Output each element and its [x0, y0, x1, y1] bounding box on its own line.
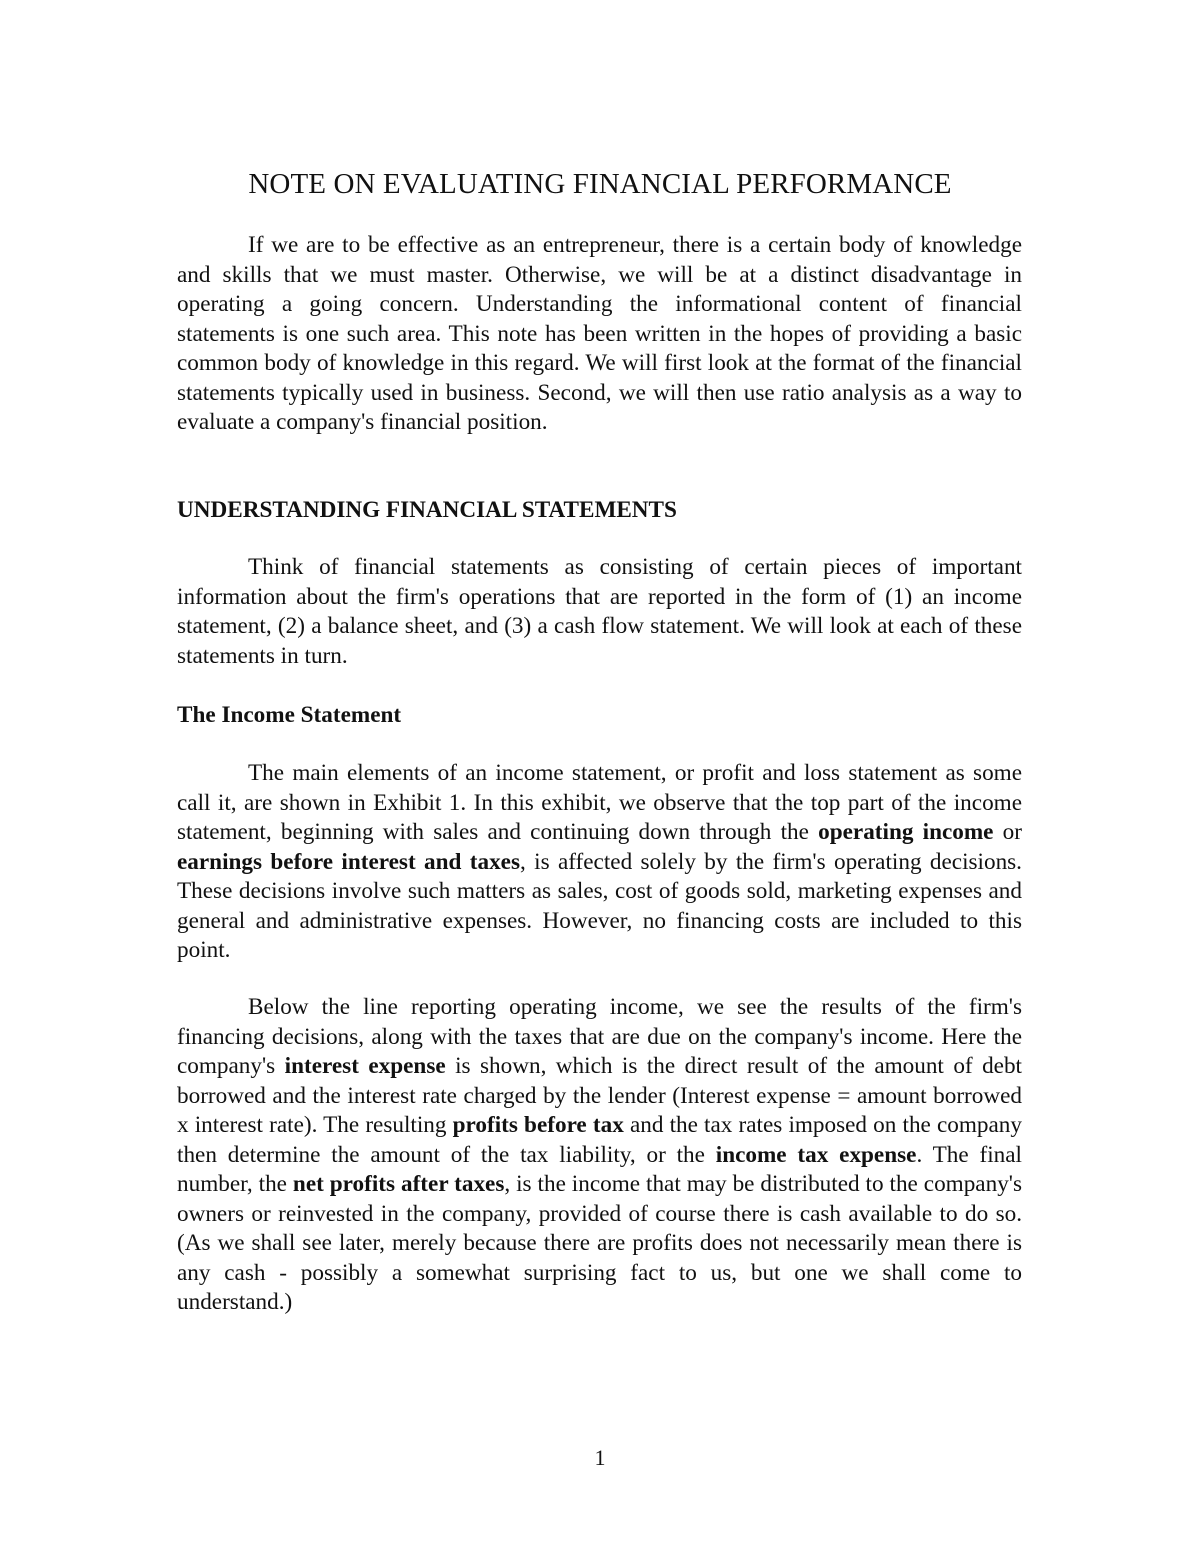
intro-paragraph: If we are to be effective as an entrepreneur, there is a certain body of knowledge and skills that we must master. Otherwise, we will be at a distinct disadvantage in operating a going concern. Understanding the informational content of financial statements is one such area. This note has been written in the hopes of providing a basic common body of knowledge in this regard. We will first look at the format of the financial statements typically used in business. Second, we will then use ratio analysis as a way to evaluate a company's financial position.	[177, 232, 1022, 435]
bold-term: income tax expense	[715, 1141, 917, 1168]
income-paragraph-1	[177, 759, 1022, 966]
paragraph-text: , is the income that may be distributed to the company's owners or reinvested in the company, provided of course there is cash available to do so. (As we shall see later, merely because there are profits does not necessarily mean there is any cash - possibly a somewhat surprising fact to us, but one we shall come to understand.)	[177, 1171, 1022, 1315]
paragraph-text: . The final number, the	[177, 1141, 1022, 1197]
bold-term: earnings before interest and taxes	[177, 848, 520, 875]
bold-term: interest expense	[284, 1053, 446, 1079]
section-heading: UNDERSTANDING FINANCIAL STATEMENTS	[177, 497, 677, 523]
subsection-heading: The Income Statement	[177, 702, 402, 728]
paragraph-text: and the tax rates imposed on the company then determine the amount of the tax liability, or the	[177, 1112, 1022, 1168]
page-number: 1	[594, 1445, 606, 1470]
paragraph-text: or	[993, 819, 1022, 845]
document-title: NOTE ON EVALUATING FINANCIAL PERFORMANCE	[248, 168, 952, 200]
paragraph-text: Below the line reporting operating income, we see the results of the firm's financing decisions, along with the taxes that are due on the company's income. Here the company's	[177, 994, 1022, 1079]
income-paragraph-2	[177, 993, 1022, 1318]
bold-term: operating income	[818, 819, 994, 845]
paragraph-text: The main elements of an income statement, or profit and loss statement as some call it, are shown in Exhibit 1. In this exhibit, we observe that the top part of the income statement, beginning with sales and continuing down through the	[177, 760, 1022, 845]
bold-term: profits before tax	[452, 1112, 624, 1138]
bold-term: net profits after taxes	[292, 1171, 505, 1197]
paragraph-text: is shown, which is the direct result of the amount of debt borrowed and the interest rate charged by the lender (Interest expense = amount borrowed x interest rate). The resulting	[177, 1053, 1023, 1138]
paragraph-text: , is affected solely by the firm's operating decisions. These decisions involve such matters as sales, cost of goods sold, marketing expenses and general and administrative expenses. However, no financing costs are included to this point.	[177, 848, 1022, 963]
section-paragraph: Think of financial statements as consisting of certain pieces of important information about the firm's operations that are reported in the form of (1) an income statement, (2) a balance sheet, and (3) a cash flow statement. We will look at each of these statements in turn.	[177, 554, 1022, 669]
